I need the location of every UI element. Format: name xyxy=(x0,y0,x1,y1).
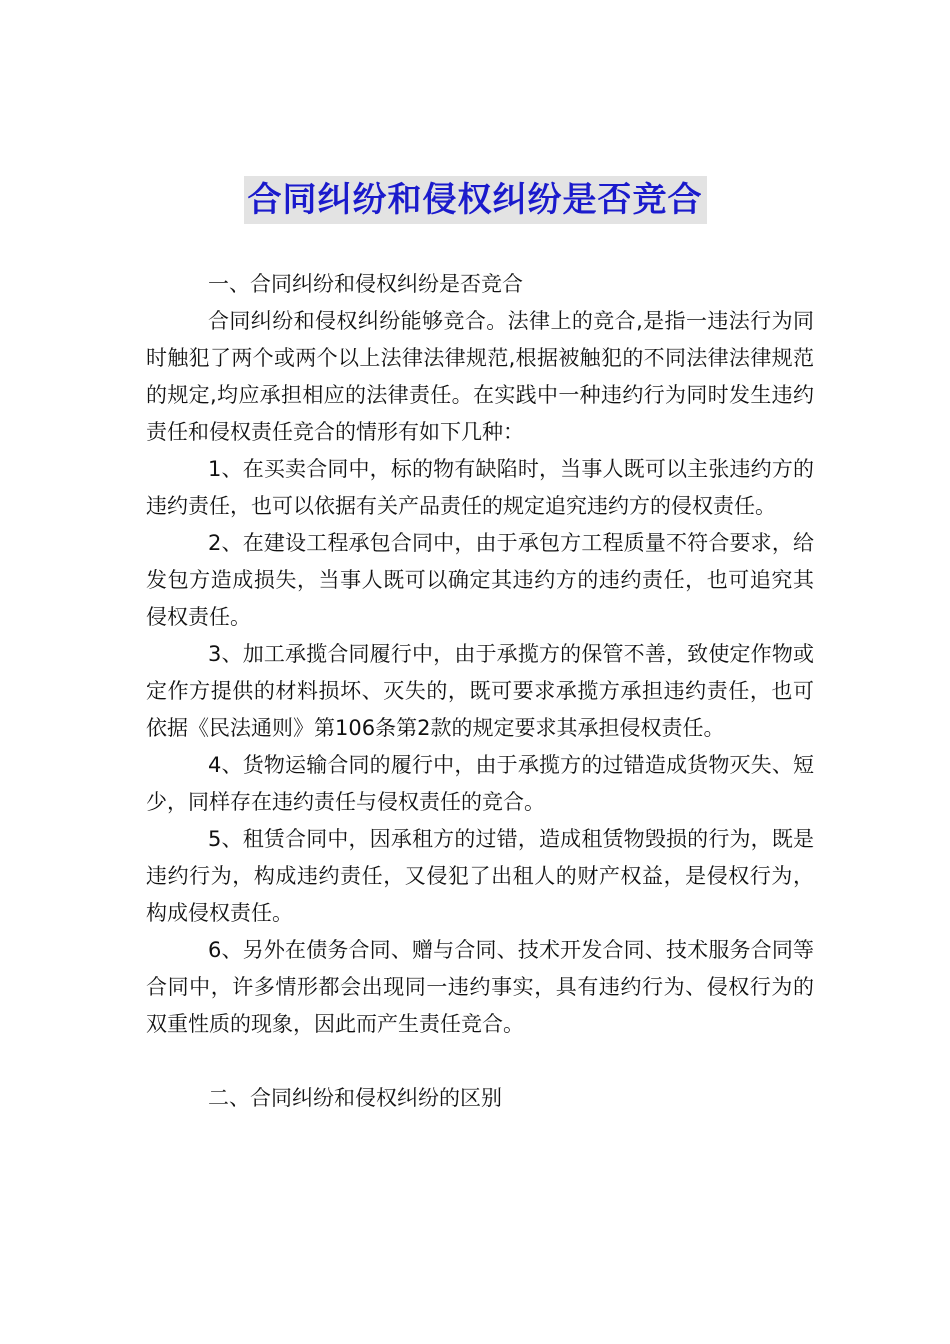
title-block xyxy=(0,176,950,224)
list-item: 6、另外在债务合同、赠与合同、技术开发合同、技术服务合同等合同中，许多情形都会出现同一违约事实，具有违约行为、侵权行为的双重性质的现象，因此而产生责任竞合。 xyxy=(146,938,814,1036)
list-item: 5、租赁合同中，因承租方的过错，造成租赁物毁损的行为，既是违约行为，构成违约责任，又侵犯了出租人的财产权益，是侵权行为，构成侵权责任。 xyxy=(146,827,814,925)
list-item: 2、在建设工程承包合同中，由于承包方工程质量不符合要求，给发包方造成损失，当事人既可以确定其违约方的违约责任，也可追究其侵权责任。 xyxy=(146,531,814,629)
list-item: 4、货物运输合同的履行中，由于承揽方的过错造成货物灭失、短少，同样存在违约责任与侵权责任的竞合。 xyxy=(146,753,814,814)
intro-paragraph: 合同纠纷和侵权纠纷能够竞合。法律上的竞合,是指一违法行为同时触犯了两个或两个以上法律法律规范,根据被触犯的不同法律法律规范的规定,均应承担相应的法律责任。在实践中一种违约行为同时发生违约责任和侵权责任竞合的情形有如下几种： xyxy=(146,309,814,444)
document-body xyxy=(146,266,814,1117)
section-heading-1: 一、合同纠纷和侵权纠纷是否竞合 xyxy=(208,272,523,296)
document-title: 合同纠纷和侵权纠纷是否竞合 xyxy=(244,176,707,224)
list-item: 1、在买卖合同中，标的物有缺陷时，当事人既可以主张违约方的违约责任，也可以依据有关产品责任的规定追究违约方的侵权责任。 xyxy=(146,457,814,518)
list-item: 3、加工承揽合同履行中，由于承揽方的保管不善，致使定作物或定作方提供的材料损坏、灭失的，既可要求承揽方承担违约责任，也可依据《民法通则》第106条第2款的规定要求其承担侵权责任。 xyxy=(146,642,814,740)
section-heading-2: 二、合同纠纷和侵权纠纷的区别 xyxy=(208,1086,502,1110)
